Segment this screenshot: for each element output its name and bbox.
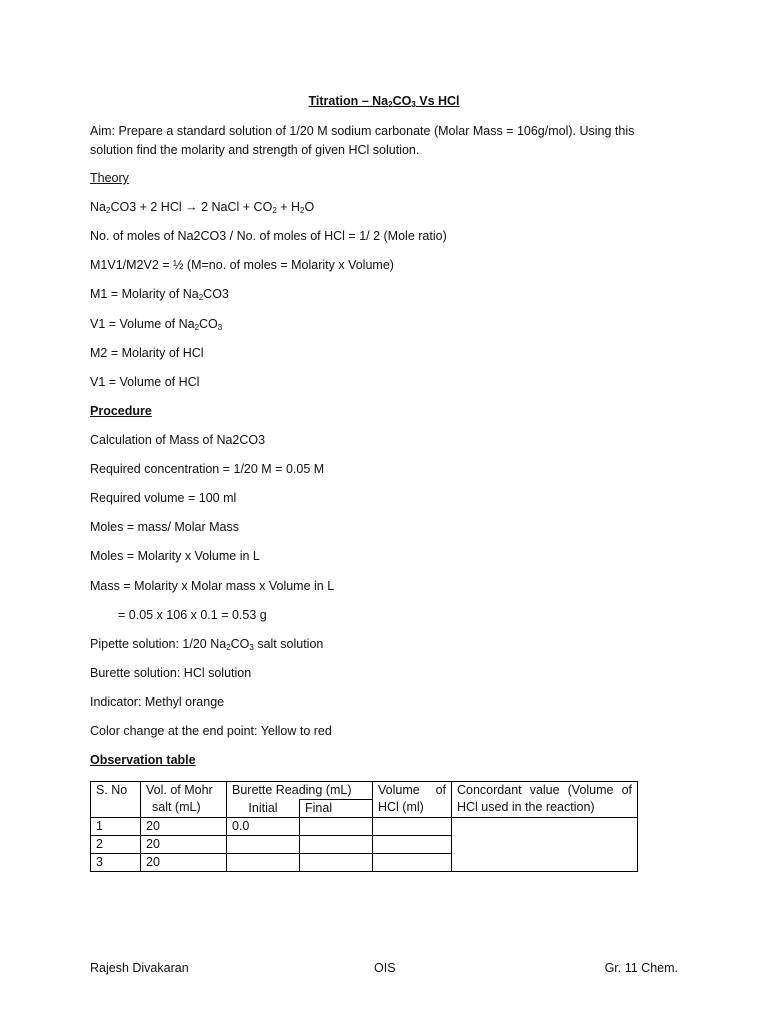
burette-solution-line: Burette solution: HCl solution (90, 666, 252, 680)
procedure-line: Required concentration = 1/20 M = 0.05 M (90, 462, 325, 476)
footer-author: Rajesh Divakaran (90, 961, 189, 975)
pipette-solution-line: Pipette solution: 1/20 $Na_2CO_3$ salt solution (90, 637, 324, 652)
cell-vol: 20 (141, 836, 227, 854)
cell-sno: 1 (91, 818, 141, 836)
header-sno: S. No (91, 782, 141, 818)
header-final: Final (300, 800, 373, 818)
m1-definition: M1 = Molarity of $Na_2CO3$ (90, 287, 229, 302)
cell-vol: 20 (141, 818, 227, 836)
cell-concordant (452, 818, 638, 872)
table-row (91, 818, 638, 836)
procedure-heading: Procedure (90, 404, 152, 418)
cell-sno: 2 (91, 836, 141, 854)
procedure-line: Moles = Molarity x Volume in L (90, 549, 260, 563)
cell-sno: 3 (91, 854, 141, 872)
observation-heading: Observation table (90, 753, 196, 767)
cell-volume (373, 854, 452, 872)
aim-paragraph: Aim: Prepare a standard solution of 1/20 M sodium carbonate (Molar Mass = 106g/mol). Using this solution find the molarity and strength of given HCl solution. (90, 124, 635, 157)
m2-definition: M2 = Molarity of HCl (90, 346, 204, 360)
footer-grade: Gr. 11 Chem. (604, 961, 678, 975)
cell-volume (373, 836, 452, 854)
cell-vol: 20 (141, 854, 227, 872)
cell-final (300, 818, 373, 836)
observation-table (90, 781, 638, 872)
mole-ratio-line: No. of moles of Na2CO3 / No. of moles of HCl = 1/ 2 (Mole ratio) (90, 229, 447, 243)
procedure-line: = 0.05 x 106 x 0.1 = 0.53 g (118, 608, 267, 622)
procedure-line: Calculation of Mass of Na2CO3 (90, 433, 266, 447)
table-header-row (91, 782, 638, 800)
page-title: Titration – $Na_2CO_3$ Vs HCl (308, 94, 460, 109)
v2-definition: V1 = Volume of HCl (90, 375, 200, 389)
header-vol-mohr: Vol. of Mohr salt (mL) (141, 782, 227, 818)
cell-final (300, 854, 373, 872)
cell-initial (227, 854, 300, 872)
color-change-line: Color change at the end point: Yellow to red (90, 724, 332, 738)
theory-heading: Theory (90, 171, 129, 185)
cell-initial: 0.0 (227, 818, 300, 836)
header-concordant: Concordant value (Volume of HCl used in the reaction) (452, 782, 638, 818)
procedure-line: Mass = Molarity x Molar mass x Volume in L (90, 579, 335, 593)
cell-final (300, 836, 373, 854)
procedure-line: Moles = mass/ Molar Mass (90, 520, 239, 534)
v1-definition: V1 = Volume of $Na_2CO_3$ (90, 317, 223, 332)
reaction-equation: $Na_2CO3 + 2$ HCl → 2 NaCl + $CO_2 + H_2O$ (90, 200, 315, 215)
header-initial: Initial (227, 800, 300, 818)
procedure-line: Required volume = 100 ml (90, 491, 237, 505)
formula-line: M1V1/M2V2 = ½ (M=no. of moles = Molarity x Volume) (90, 258, 394, 272)
header-burette-reading: Burette Reading (mL) (227, 782, 373, 800)
header-volume-hcl: Volume of HCl (ml) (373, 782, 452, 818)
footer-school: OIS (374, 961, 396, 975)
cell-initial (227, 836, 300, 854)
cell-volume (373, 818, 452, 836)
indicator-line: Indicator: Methyl orange (90, 695, 225, 709)
